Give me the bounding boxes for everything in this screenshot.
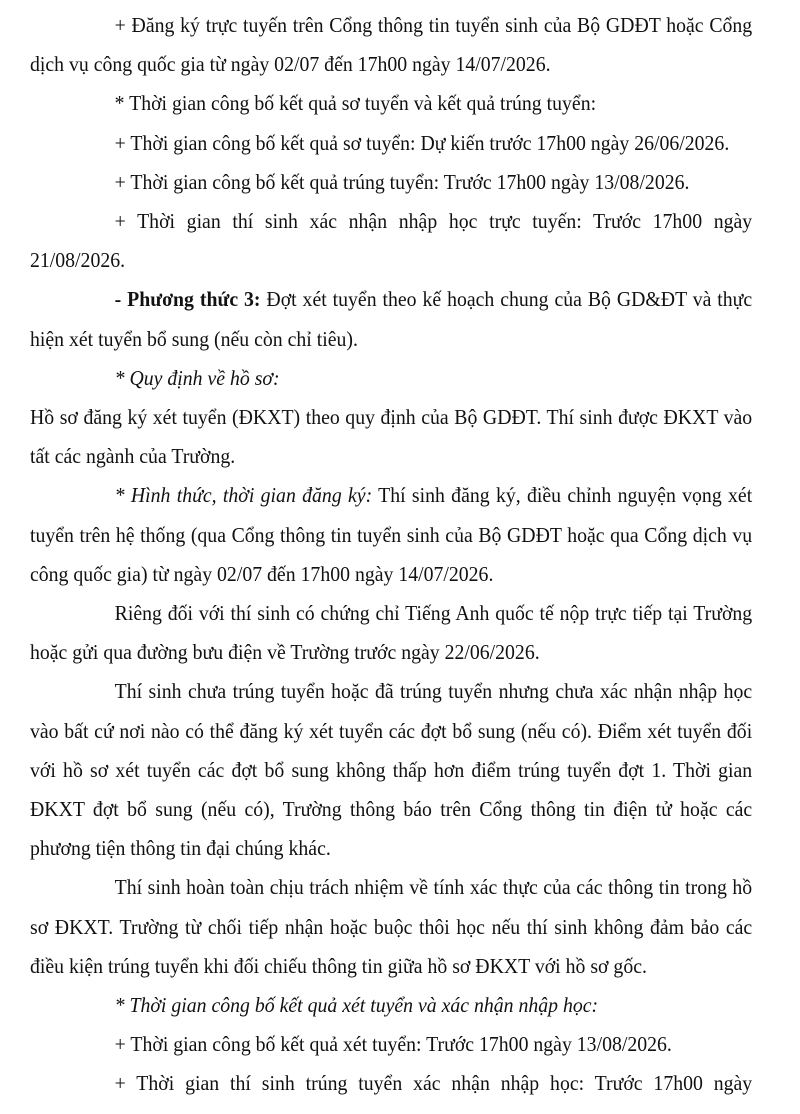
registration-form-label: * Hình thức, thời gian đăng ký: xyxy=(114,483,373,508)
paragraph-announcement-time: + Thời gian công bố kết quả xét tuyển: Trước 17h00 ngày 13/08/2026. xyxy=(114,1032,672,1057)
method-3-text: Đợt xét tuyển theo kế hoạch chung của Bộ GD&ĐT và thực hiện xét tuyển bổ sung (nếu còn chỉ tiêu). xyxy=(30,287,753,351)
paragraph-admission-results: + Thời gian công bố kết quả trúng tuyển: Trước 17h00 ngày 13/08/2026. xyxy=(114,169,690,194)
paragraph-candidate-responsibility: Thí sinh hoàn toàn chịu trách nhiệm về tính xác thực của các thông tin trong hồ sơ ĐKXT. Trường từ chối tiếp nhận hoặc buộc thôi học nếu thí sinh không đảm bảo các điều kiện trúng tuyển khi đối chiếu thông tin giữa hồ sơ ĐKXT với hồ sơ gốc. xyxy=(30,875,753,978)
paragraph-english-certificate: Riêng đối với thí sinh có chứng chỉ Tiếng Anh quốc tế nộp trực tiếp tại Trường hoặc gửi qua đường bưu điện về Trường trước ngày 22/06/2026. xyxy=(30,601,753,665)
registration-form-text: Thí sinh đăng ký, điều chỉnh nguyện vọng xét tuyển trên hệ thống (qua Cổng thông tin tuyển sinh của Bộ GDĐT hoặc qua Cổng dịch vụ công quốc gia) từ ngày 02/07 đến 17h00 ngày 14/07/2026. xyxy=(30,483,753,586)
paragraph-announcement-heading: * Thời gian công bố kết quả xét tuyển và xác nhận nhập học: xyxy=(114,993,599,1018)
paragraph-online-registration: + Đăng ký trực tuyến trên Cổng thông tin tuyển sinh của Bộ GDĐT hoặc Cổng dịch vụ công quốc gia từ ngày 02/07 đến 17h00 ngày 14/07/2026. xyxy=(30,13,753,77)
paragraph-confirmation-time: + Thời gian thí sinh trúng tuyển xác nhận nhập học: Trước 17h00 ngày xyxy=(114,1071,753,1096)
paragraph-supplementary-rounds: Thí sinh chưa trúng tuyển hoặc đã trúng tuyển nhưng chưa xác nhận nhập học vào bất cứ nơi nào có thể đăng ký xét tuyển các đợt bổ sung (nếu có). Điểm xét tuyển đối với hồ sơ xét tuyển các đợt bổ sung không thấp hơn điểm trúng tuyển đợt 1. Thời gian ĐKXT đợt bổ sung (nếu có), Trường thông báo trên Cổng thông tin điện tử hoặc các phương tiện thông tin đại chúng khác. xyxy=(30,679,753,861)
paragraph-method-3 xyxy=(30,280,752,358)
paragraph-results-heading: * Thời gian công bố kết quả sơ tuyển và kết quả trúng tuyển: xyxy=(114,91,597,116)
document-page xyxy=(30,6,752,1104)
paragraph-dossier-rules: Hồ sơ đăng ký xét tuyển (ĐKXT) theo quy định của Bộ GDĐT. Thí sinh được ĐKXT vào tất các ngành của Trường. xyxy=(30,405,753,469)
paragraph-preliminary-results: + Thời gian công bố kết quả sơ tuyển: Dự kiến trước 17h00 ngày 26/06/2026. xyxy=(114,130,730,155)
paragraph-enrollment-confirmation: + Thời gian thí sinh xác nhận nhập học trực tuyến: Trước 17h00 ngày 21/08/2026. xyxy=(30,209,753,273)
paragraph-registration-form xyxy=(30,476,752,594)
method-3-label: - Phương thức 3: xyxy=(114,287,261,312)
paragraph-dossier-heading: * Quy định về hồ sơ: xyxy=(114,365,280,390)
